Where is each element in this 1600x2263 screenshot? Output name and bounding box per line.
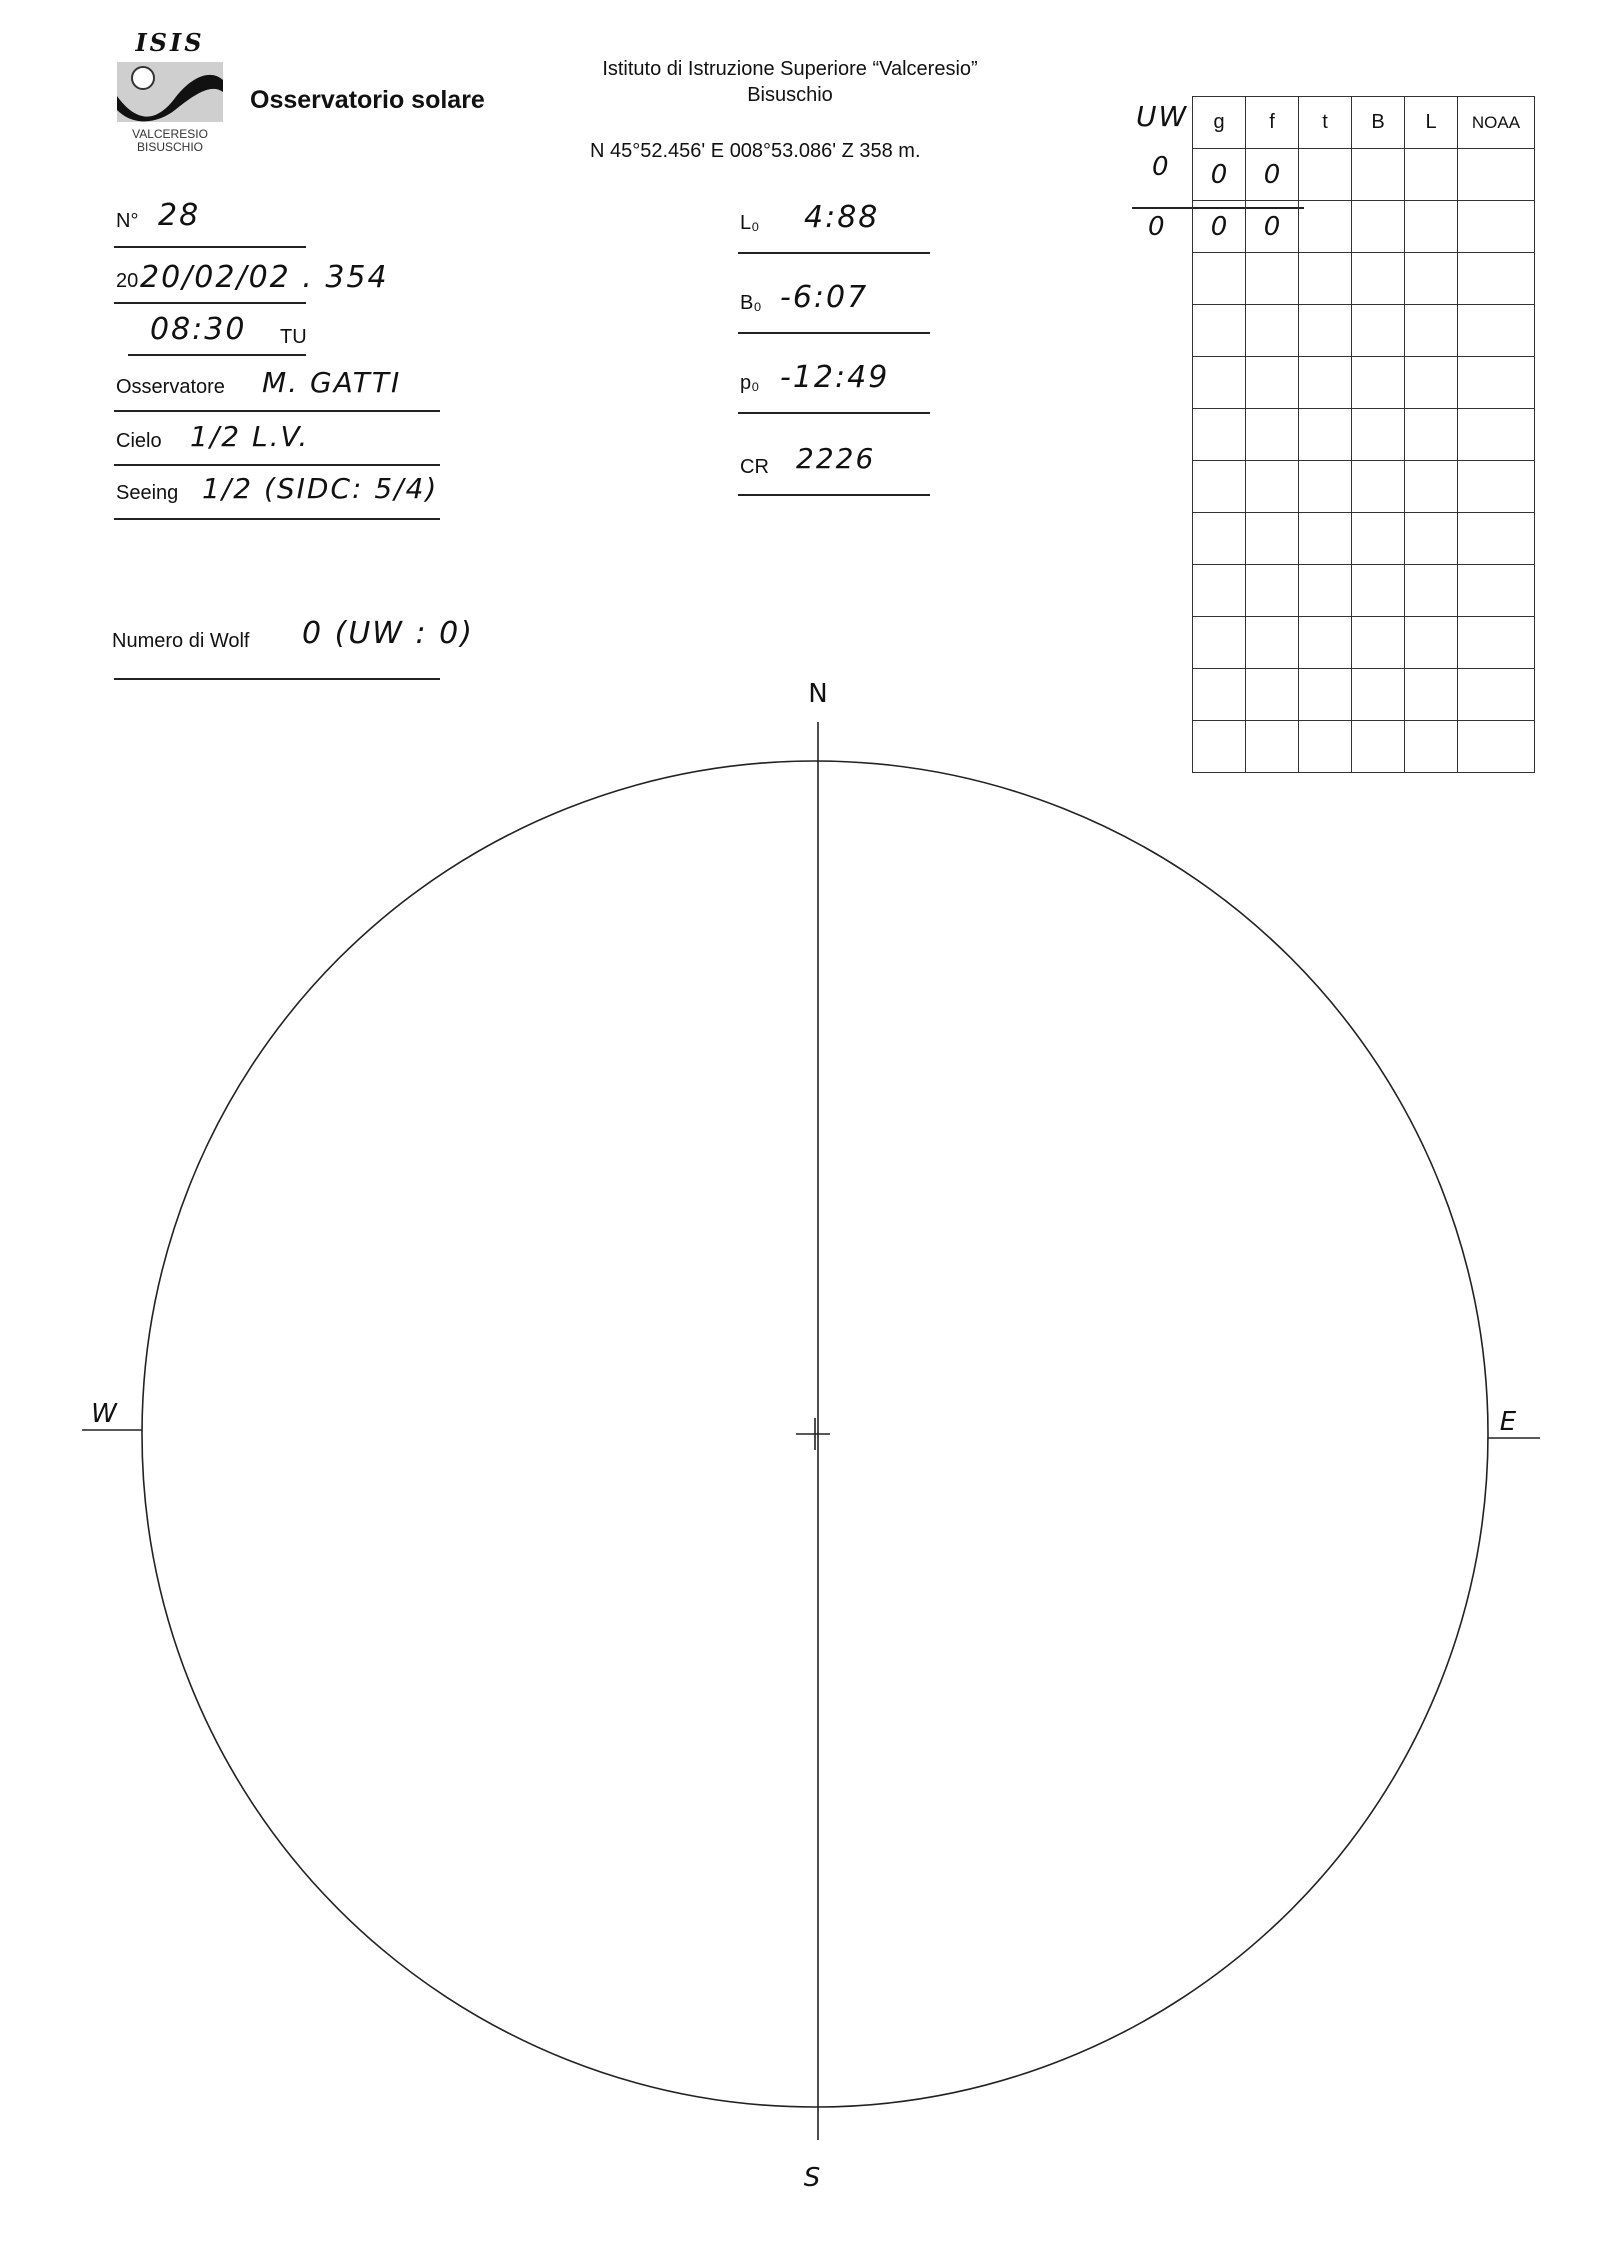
east-label: E: [1499, 1407, 1517, 1437]
number-label: N°: [116, 210, 139, 232]
table-header-cell: t: [1299, 97, 1352, 149]
l0-value: 4:88: [804, 200, 880, 235]
west-label: W: [91, 1399, 117, 1429]
cr-value: 2226: [796, 442, 876, 475]
table-header-cell: L: [1405, 97, 1458, 149]
table-cell: 0: [1246, 201, 1299, 253]
logo-text-bisuschio: BISUSCHIO: [136, 140, 203, 154]
time-unit: TU: [280, 326, 307, 348]
seeing-value: 1/2 (SIDC: 5/4): [202, 472, 439, 505]
institute-city: Bisuschio: [747, 84, 833, 106]
table-header-cell: g: [1193, 97, 1246, 149]
observatory-coordinates: N 45°52.456' E 008°53.086' Z 358 m.: [590, 140, 921, 162]
north-label: N: [808, 679, 828, 709]
table-cell: 0: [1193, 149, 1246, 201]
sky-value: 1/2 L.V.: [190, 420, 310, 453]
number-value: 28: [158, 198, 201, 233]
p0-label: p₀: [740, 372, 760, 394]
observatory-title: Osservatorio solare: [250, 86, 485, 114]
logo-text-isis: ISIS: [135, 28, 205, 57]
time-value: 08:30: [150, 312, 247, 347]
table-header-cell: f: [1246, 97, 1299, 149]
observer-label: Osservatore: [116, 376, 225, 398]
cr-label: CR: [740, 456, 769, 478]
wolf-number-label: Numero di Wolf: [112, 630, 250, 652]
seeing-label: Seeing: [116, 482, 179, 504]
table-header-cell: B: [1352, 97, 1405, 149]
uw-header: UW: [1136, 100, 1189, 133]
p0-value: -12:49: [780, 360, 890, 395]
table-cell: 0: [1246, 149, 1299, 201]
sky-label: Cielo: [116, 430, 162, 452]
observer-value: M. GATTI: [262, 366, 402, 399]
date-prefix: 20: [116, 270, 139, 292]
uw-value: 0: [1152, 152, 1171, 182]
b0-label: B₀: [740, 292, 762, 314]
b0-value: -6:07: [780, 280, 869, 315]
table-cell: 0: [1193, 201, 1246, 253]
date-value: 20/02/02 . 354: [140, 260, 389, 295]
institute-name: Istituto di Istruzione Superiore “Valceresio”: [602, 58, 978, 80]
wolf-number-value: 0 (UW : 0): [302, 616, 474, 651]
uw-value: 0: [1148, 212, 1167, 242]
table-header-cell: NOAA: [1458, 97, 1535, 149]
south-label: S: [803, 2163, 821, 2193]
l0-label: L₀: [740, 212, 760, 234]
logo-text-valceresio: VALCERESIO: [132, 127, 208, 141]
